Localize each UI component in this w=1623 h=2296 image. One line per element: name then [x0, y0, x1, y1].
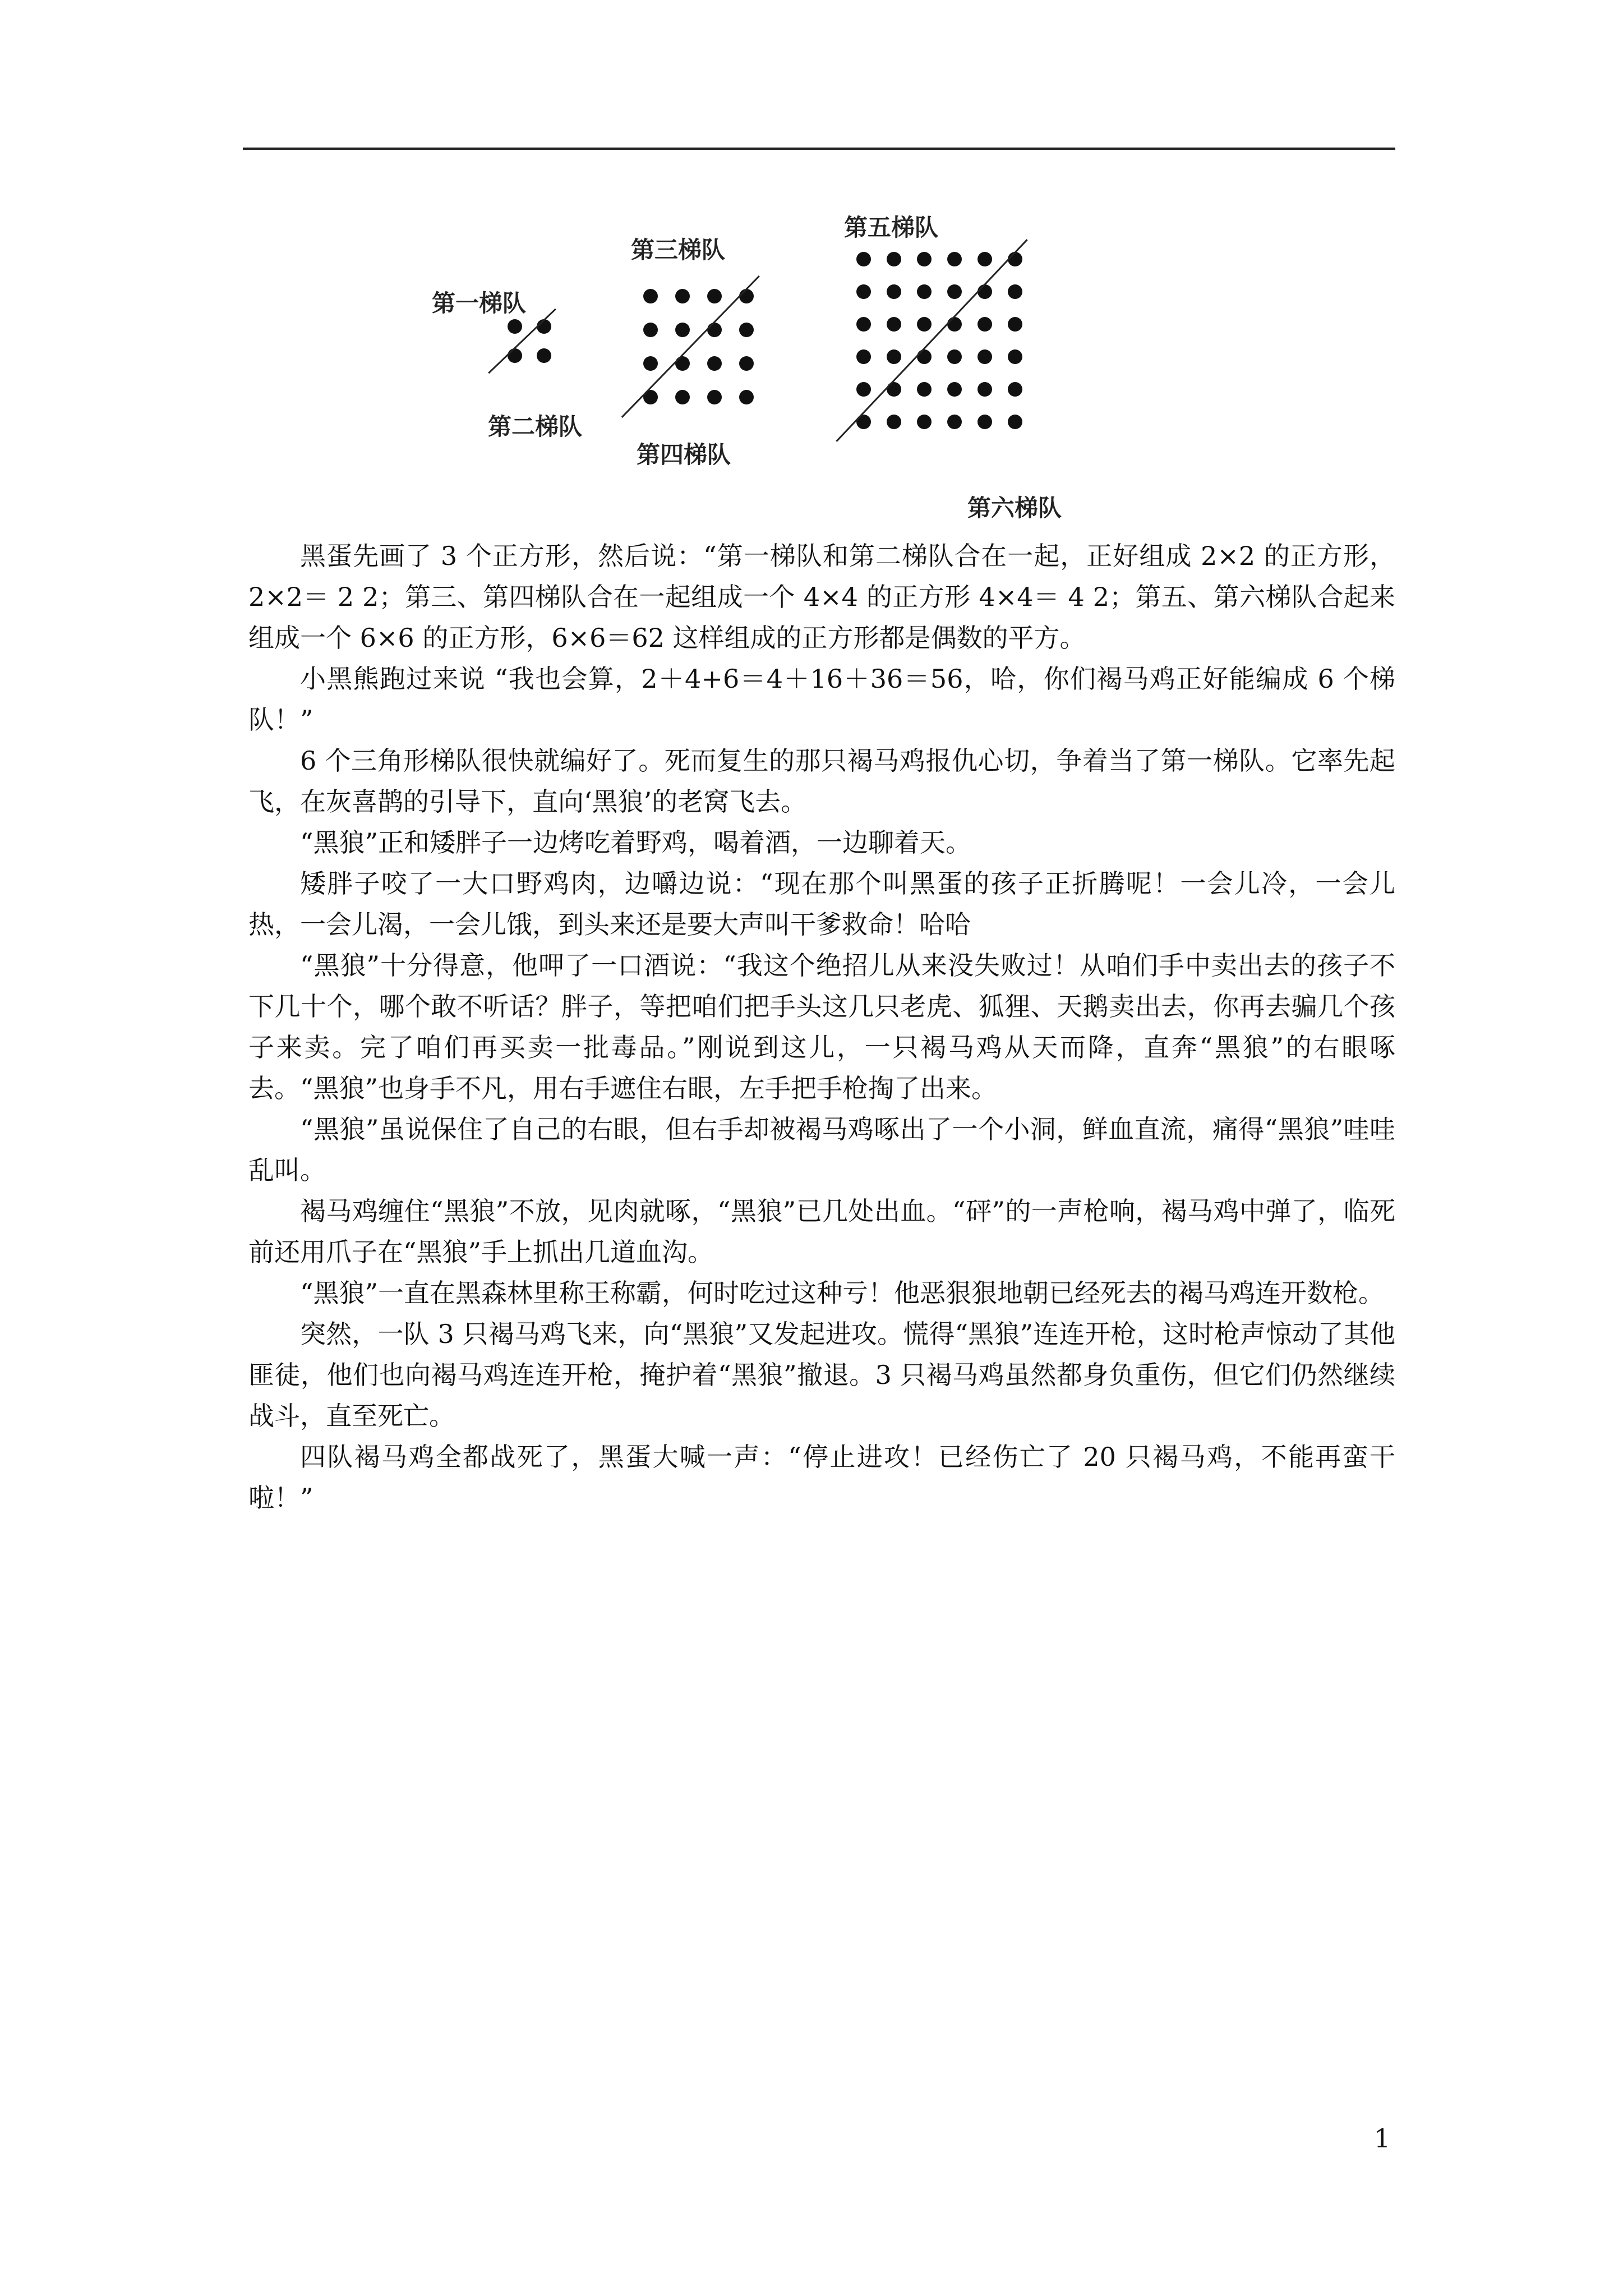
- label-fourth-echelon: 第四梯队: [637, 441, 731, 468]
- dot: [707, 289, 722, 303]
- diagonal-line: [488, 309, 556, 373]
- dot: [707, 323, 722, 337]
- dot: [917, 284, 932, 299]
- dot: [1008, 415, 1022, 429]
- story-body: [248, 536, 1395, 1519]
- paragraph: 矮胖子咬了一大口野鸡肉，边嚼边说：“现在那个叫黑蛋的孩子正折腾呢！一会儿冷，一会儿热，一会儿渴，一会儿饿，到头来还是要大声叫干爹救命！哈哈: [248, 868, 1395, 940]
- dot: [887, 349, 901, 364]
- diagonal-line: [622, 276, 759, 417]
- dot: [978, 382, 992, 397]
- dot: [856, 382, 871, 397]
- dot: [917, 349, 932, 364]
- dot: [1008, 317, 1022, 332]
- diagonal-line: [836, 240, 1027, 441]
- paragraph: 褐马鸡缠住“黑狼”不放，见肉就啄，“黑狼”已几处出血。“砰”的一声枪响，褐马鸡中弹了，临死前还用爪子在“黑狼”手上抓出几道血沟。: [248, 1196, 1395, 1267]
- dot: [947, 415, 962, 429]
- dot: [643, 356, 658, 371]
- dots-layer: [508, 252, 1022, 429]
- dot: [739, 289, 754, 303]
- label-first-echelon: 第一梯队: [432, 289, 527, 317]
- paragraph: 突然，一队 3 只褐马鸡飞来，向“黑狼”又发起进攻。慌得“黑狼”连连开枪，这时枪声惊动了其他匪徒，他们也向褐马鸡连连开枪，掩护着“黑狼”撤退。3 只褐马鸡虽然都身负重伤，但它们仍然继续战斗，直至死亡。: [248, 1319, 1395, 1431]
- paragraph: 四队褐马鸡全都战死了，黑蛋大喊一声：“停止进攻！已经伤亡了 20 只褐马鸡，不能再蛮干啦！”: [248, 1442, 1395, 1513]
- paragraph: “黑狼”正和矮胖子一边烤吃着野鸡，喝着酒，一边聊着天。: [300, 827, 972, 858]
- paragraph: “黑狼”虽说保住了自己的右眼，但右手却被褐马鸡啄出了一个小洞，鲜血直流，痛得“黑狼”哇哇乱叫。: [248, 1114, 1395, 1185]
- label-third-echelon: 第三梯队: [631, 236, 726, 264]
- dot: [1008, 252, 1022, 266]
- dot: [978, 317, 992, 332]
- dot: [1008, 349, 1022, 364]
- dot: [739, 356, 754, 371]
- dot: [978, 349, 992, 364]
- echelon-diagram: [415, 208, 1133, 533]
- label-sixth-echelon: 第六梯队: [967, 494, 1062, 522]
- paragraph: “黑狼”一直在黑森林里称王称霸，何时吃过这种亏！他恶狠狠地朝已经死去的褐马鸡连开数枪。: [300, 1278, 1385, 1308]
- dot: [917, 252, 932, 266]
- dot: [947, 349, 962, 364]
- dot: [707, 356, 722, 371]
- dot: [978, 252, 992, 266]
- dot: [739, 323, 754, 337]
- dot: [508, 348, 522, 363]
- paragraph: “黑狼”十分得意，他呷了一口酒说：“我这个绝招儿从来没失败过！从咱们手中卖出去的孩子不下几十个，哪个敢不听话？胖子，等把咱们把手头这几只老虎、狐狸、天鹅卖出去，你再去骗几个孩子来卖。完了咱们再买卖一批毒品。”刚说到这儿，一只褐马鸡从天而降，直奔“黑狼”的右眼啄去。“黑狼”也身手不凡，用右手遮住右眼，左手把手枪掏了出来。: [248, 950, 1395, 1103]
- dot: [947, 252, 962, 266]
- dot: [643, 289, 658, 303]
- dot: [675, 323, 690, 337]
- dot: [508, 319, 522, 334]
- dot: [739, 390, 754, 404]
- dot: [887, 382, 901, 397]
- dot: [537, 319, 551, 334]
- page-number: 1: [1374, 2123, 1391, 2154]
- label-fifth-echelon: 第五梯队: [844, 214, 939, 241]
- dot: [675, 390, 690, 404]
- dot: [856, 317, 871, 332]
- dot: [856, 349, 871, 364]
- dot: [917, 317, 932, 332]
- dot: [917, 415, 932, 429]
- echelon-diagram-svg: [415, 208, 1133, 533]
- dot: [947, 284, 962, 299]
- paragraph: 小黑熊跑过来说 “我也会算，2＋4+6＝4＋16＋36＝56，哈，你们褐马鸡正好能编成 6 个梯队！”: [248, 664, 1395, 735]
- dot: [675, 356, 690, 371]
- dot: [537, 348, 551, 363]
- dot: [947, 317, 962, 332]
- dot: [947, 382, 962, 397]
- dot: [707, 390, 722, 404]
- dot: [856, 252, 871, 266]
- dot: [675, 289, 690, 303]
- dot: [887, 415, 901, 429]
- dot: [887, 284, 901, 299]
- dot: [917, 382, 932, 397]
- dot: [643, 323, 658, 337]
- dot: [1008, 382, 1022, 397]
- header-rule: [243, 148, 1395, 150]
- dot: [856, 284, 871, 299]
- dot: [978, 284, 992, 299]
- dot: [887, 252, 901, 266]
- paragraph: 6 个三角形梯队很快就编好了。死而复生的那只褐马鸡报仇心切，争着当了第一梯队。它率先起飞，在灰喜鹊的引导下，直向‘黑狼’的老窝飞去。: [248, 746, 1395, 817]
- diagonal-lines-layer: [488, 240, 1027, 441]
- dot: [887, 317, 901, 332]
- dot: [1008, 284, 1022, 299]
- dot: [978, 415, 992, 429]
- paragraph: 黑蛋先画了 3 个正方形，然后说：“第一梯队和第二梯队合在一起，正好组成 2×2 的正方形，2×2＝ 2 2；第三、第四梯队合在一起组成一个 4×4 的正方形 4×4＝ 4 2；第五、第六梯队合起来组成一个 6×6 的正方形，6×6＝62 这样组成的正方形都是偶数的平方。: [248, 541, 1395, 653]
- label-second-echelon: 第二梯队: [488, 413, 583, 440]
